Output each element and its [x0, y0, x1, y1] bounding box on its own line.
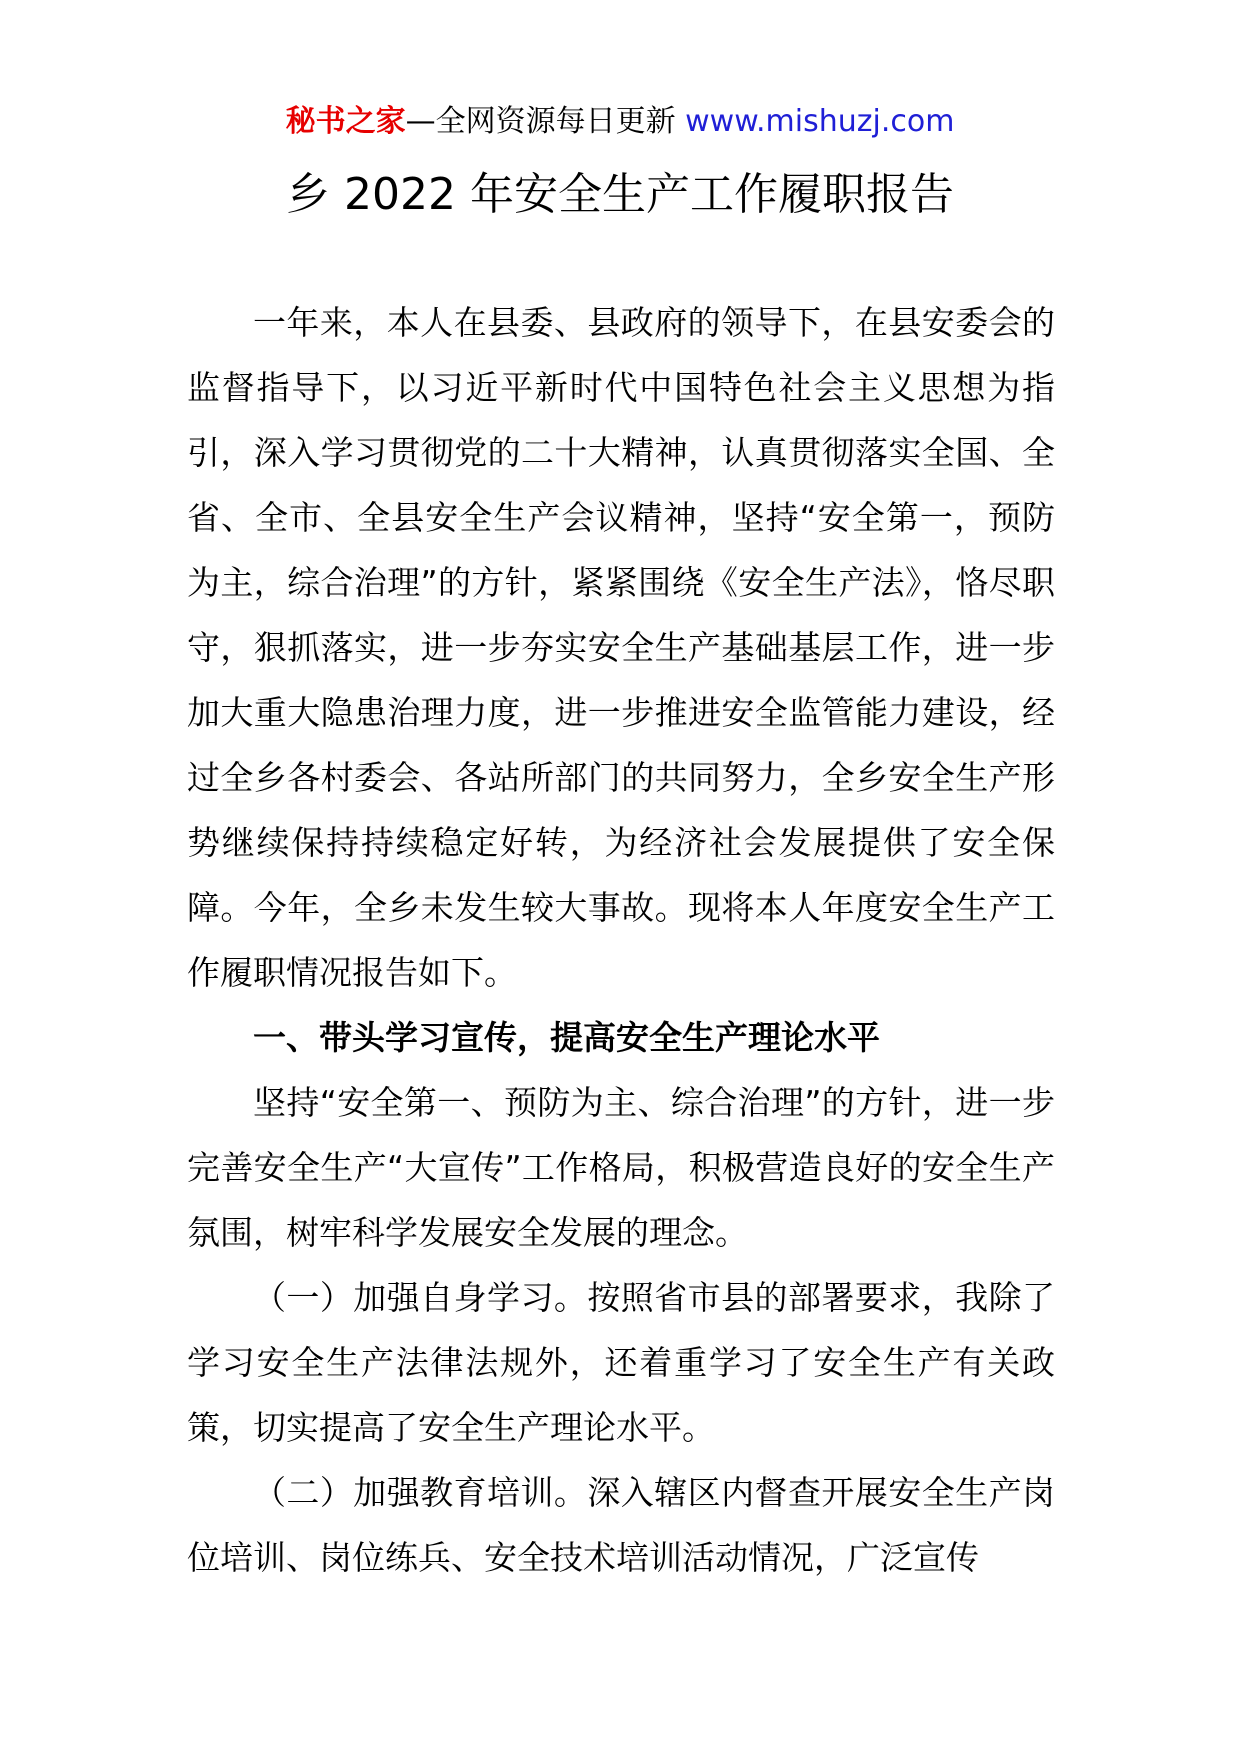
- document-title: 乡 2022 年安全生产工作履职报告: [286, 169, 954, 220]
- body-paragraph: （一）加强自身学习。按照省市县的部署要求，我除了学习安全生产法律法规外，还着重学习了安全生产有关政策，切实提高了安全生产理论水平。: [187, 1278, 1055, 1447]
- site-header: [0, 100, 1240, 144]
- body-paragraph: 坚持“安全第一、预防为主、综合治理”的方针，进一步完善安全生产“大宣传”工作格局，积极营造良好的安全生产氛围，树牢科学发展安全发展的理念。: [187, 1083, 1055, 1252]
- body-paragraph: 一年来，本人在县委、县政府的领导下，在县安委会的监督指导下，以习近平新时代中国特色社会主义思想为指引，深入学习贯彻党的二十大精神，认真贯彻落实全国、全省、全市、全县安全生产会议精神，坚持“安全第一，预防为主，综合治理”的方针，紧紧围绕《安全生产法》，恪尽职守，狠抓落实，进一步夯实安全生产基础基层工作，进一步加大重大隐患治理力度，进一步推进安全监管能力建设，经过全乡各村委会、各站所部门的共同努力，全乡安全生产形势继续保持持续稳定好转，为经济社会发展提供了安全保障。今年，全乡未发生较大事故。现将本人年度安全生产工作履职情况报告如下。: [187, 303, 1055, 992]
- section-heading: 一、带头学习宣传，提高安全生产理论水平: [253, 1018, 880, 1057]
- body-paragraph: （二）加强教育培训。深入辖区内督查开展安全生产岗位培训、岗位练兵、安全技术培训活动情况，广泛宣传: [187, 1473, 1055, 1577]
- document-body: [187, 290, 1055, 1590]
- header-tagline: —全网资源每日更新: [405, 104, 676, 139]
- site-url-link[interactable]: www.mishuzj.com: [685, 104, 955, 139]
- brand-name: 秘书之家: [285, 104, 406, 139]
